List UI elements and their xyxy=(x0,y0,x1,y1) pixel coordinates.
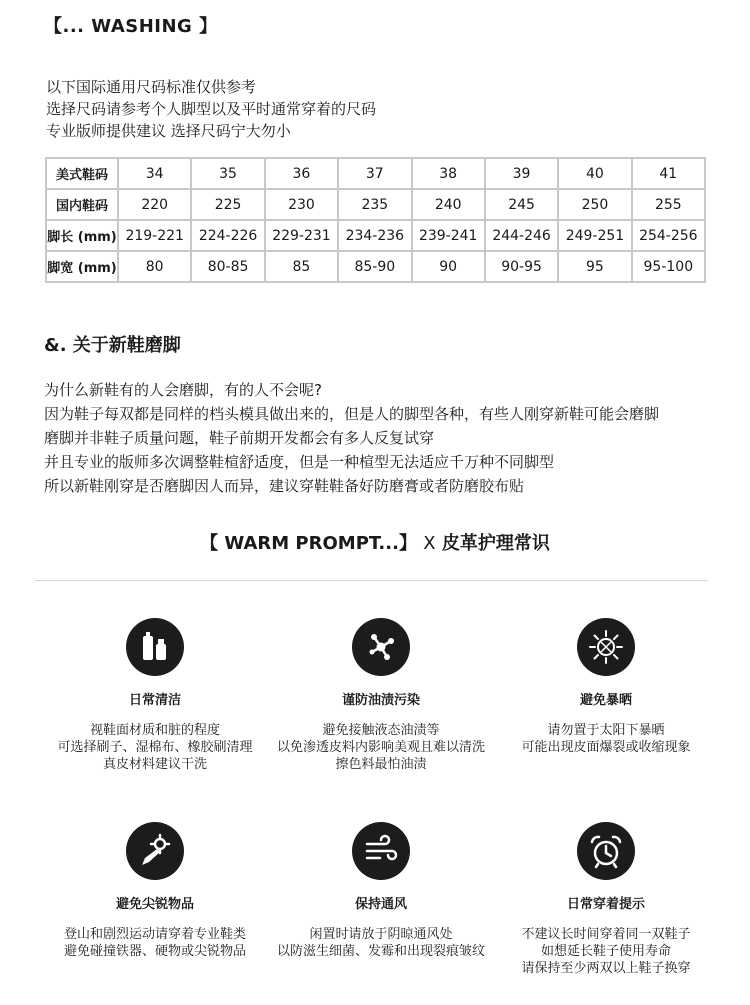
tip-avoid-sharp xyxy=(30,822,280,960)
size-cell: 80-85 xyxy=(191,251,264,282)
tip-line: 闲置时请放于阴晾通风处 xyxy=(309,927,453,942)
warm-prompt-label: 【 WARM PROMPT...】 xyxy=(200,533,417,554)
size-cell: 85-90 xyxy=(338,251,411,282)
size-cell: 219-221 xyxy=(118,220,191,251)
tip-line: 真皮材料建议干洗 xyxy=(102,757,207,772)
size-cell: 254-256 xyxy=(632,220,705,251)
size-cell: 90 xyxy=(412,251,485,282)
size-cell: 90-95 xyxy=(485,251,558,282)
size-table-row xyxy=(46,189,705,220)
tip-description xyxy=(256,926,506,960)
tip-title: 日常清洁 xyxy=(128,693,181,708)
size-cell: 239-241 xyxy=(412,220,485,251)
intro-line: 选择尺码请参考个人脚型以及平时通常穿着的尺码 xyxy=(46,100,377,118)
size-cell: 249-251 xyxy=(558,220,631,251)
size-cell: 40 xyxy=(558,158,631,189)
size-cell: 34 xyxy=(118,158,191,189)
tip-description xyxy=(481,926,731,977)
divider xyxy=(35,580,708,581)
size-cell: 250 xyxy=(558,189,631,220)
intro-line: 以下国际通用尺码标准仅供参考 xyxy=(46,78,257,96)
size-cell: 235 xyxy=(338,189,411,220)
tip-line: 请勿置于太阳下暴晒 xyxy=(547,723,665,738)
size-table-row xyxy=(46,220,705,251)
tip-description xyxy=(481,722,731,756)
tip-title: 日常穿着提示 xyxy=(566,897,645,912)
tip-line: 不建议长时间穿着同一双鞋子 xyxy=(521,927,691,942)
tip-line: 以免渗透皮料内影响美观且难以清洗 xyxy=(276,740,485,755)
size-cell: 255 xyxy=(632,189,705,220)
warm-prompt-title xyxy=(0,529,750,555)
paragraph-line: 并且专业的版师多次调整鞋楦舒适度，但是一种楦型无法适应千万种不同脚型 xyxy=(44,453,555,471)
size-intro xyxy=(46,76,376,142)
tip-line: 避免碰撞铁器、硬物或尖锐物品 xyxy=(63,944,246,959)
tip-line: 可能出现皮面爆裂或收缩现象 xyxy=(521,740,691,755)
size-cell: 224-226 xyxy=(191,220,264,251)
alarm-clock-icon xyxy=(577,822,635,880)
paragraph-line: 磨脚并非鞋子质量问题，鞋子前期开发都会有多人反复试穿 xyxy=(44,429,435,447)
tip-title: 保持通风 xyxy=(354,897,407,912)
sun-icon xyxy=(577,618,635,676)
leather-care-label: 皮革护理常识 xyxy=(441,533,550,554)
tip-line: 擦色料最怕油渍 xyxy=(335,757,427,772)
size-cell: 37 xyxy=(338,158,411,189)
size-cell: 39 xyxy=(485,158,558,189)
size-cell: 41 xyxy=(632,158,705,189)
section-title: &. 关于新鞋磨脚 xyxy=(44,335,181,356)
paragraph-line: 所以新鞋刚穿是否磨脚因人而异，建议穿鞋鞋备好防磨膏或者防磨胶布贴 xyxy=(44,477,525,495)
size-table-row xyxy=(46,158,705,189)
cleaning-bottles-icon xyxy=(126,618,184,676)
size-cell: 234-236 xyxy=(338,220,411,251)
size-table-row xyxy=(46,251,705,282)
tip-line: 避免接触液态油渍等 xyxy=(322,723,440,738)
size-cell: 35 xyxy=(191,158,264,189)
tip-line: 如想延长鞋子使用寿命 xyxy=(540,944,671,959)
size-cell: 85 xyxy=(265,251,338,282)
tip-description xyxy=(30,722,280,773)
size-chart-table xyxy=(45,157,706,283)
tip-line: 可选择刷子、湿棉布、橡胶刷清理 xyxy=(57,740,253,755)
size-cell: 225 xyxy=(191,189,264,220)
paragraph-line: 因为鞋子每双都是同样的档头模具做出来的，但是人的脚型各种，有些人刚穿新鞋可能会磨脚 xyxy=(44,405,660,423)
tip-line: 以防滋生细菌、发霉和出现裂痕皱纹 xyxy=(276,944,485,959)
size-cell: 220 xyxy=(118,189,191,220)
warm-prompt-x: X xyxy=(423,533,436,554)
size-cell: 229-231 xyxy=(265,220,338,251)
tip-line: 登山和剧烈运动请穿着专业鞋类 xyxy=(63,927,246,942)
size-row-header: 国内鞋码 xyxy=(46,189,118,220)
size-row-header: 美式鞋码 xyxy=(46,158,118,189)
tip-avoid-sun xyxy=(481,618,731,756)
size-cell: 230 xyxy=(265,189,338,220)
washing-title: 【... WASHING 】 xyxy=(44,16,218,37)
size-cell: 240 xyxy=(412,189,485,220)
intro-line: 专业版师提供建议 选择尺码宁大勿小 xyxy=(46,122,291,140)
tip-ventilation xyxy=(256,822,506,960)
tip-line: 请保持至少两双以上鞋子换穿 xyxy=(521,961,691,976)
size-cell: 95-100 xyxy=(632,251,705,282)
wind-icon xyxy=(352,822,410,880)
tip-description xyxy=(256,722,506,773)
tip-oil-stain xyxy=(256,618,506,773)
tip-title: 避免暴晒 xyxy=(579,693,632,708)
size-cell: 244-246 xyxy=(485,220,558,251)
size-cell: 38 xyxy=(412,158,485,189)
paragraph-line: 为什么新鞋有的人会磨脚，有的人不会呢? xyxy=(44,381,322,399)
sharp-tools-icon xyxy=(126,822,184,880)
size-cell: 80 xyxy=(118,251,191,282)
tip-line: 视鞋面材质和脏的程度 xyxy=(89,723,220,738)
tip-title: 谨防油渍污染 xyxy=(341,693,420,708)
oil-stain-icon xyxy=(352,618,410,676)
size-cell: 245 xyxy=(485,189,558,220)
tip-daily-cleaning xyxy=(30,618,280,773)
shoe-rubbing-paragraph xyxy=(44,378,659,498)
size-cell: 36 xyxy=(265,158,338,189)
tip-description xyxy=(30,926,280,960)
tip-title: 避免尖锐物品 xyxy=(115,897,194,912)
size-cell: 95 xyxy=(558,251,631,282)
size-row-header: 脚长 (mm) xyxy=(46,220,118,251)
tip-daily-wear xyxy=(481,822,731,977)
size-row-header: 脚宽 (mm) xyxy=(46,251,118,282)
